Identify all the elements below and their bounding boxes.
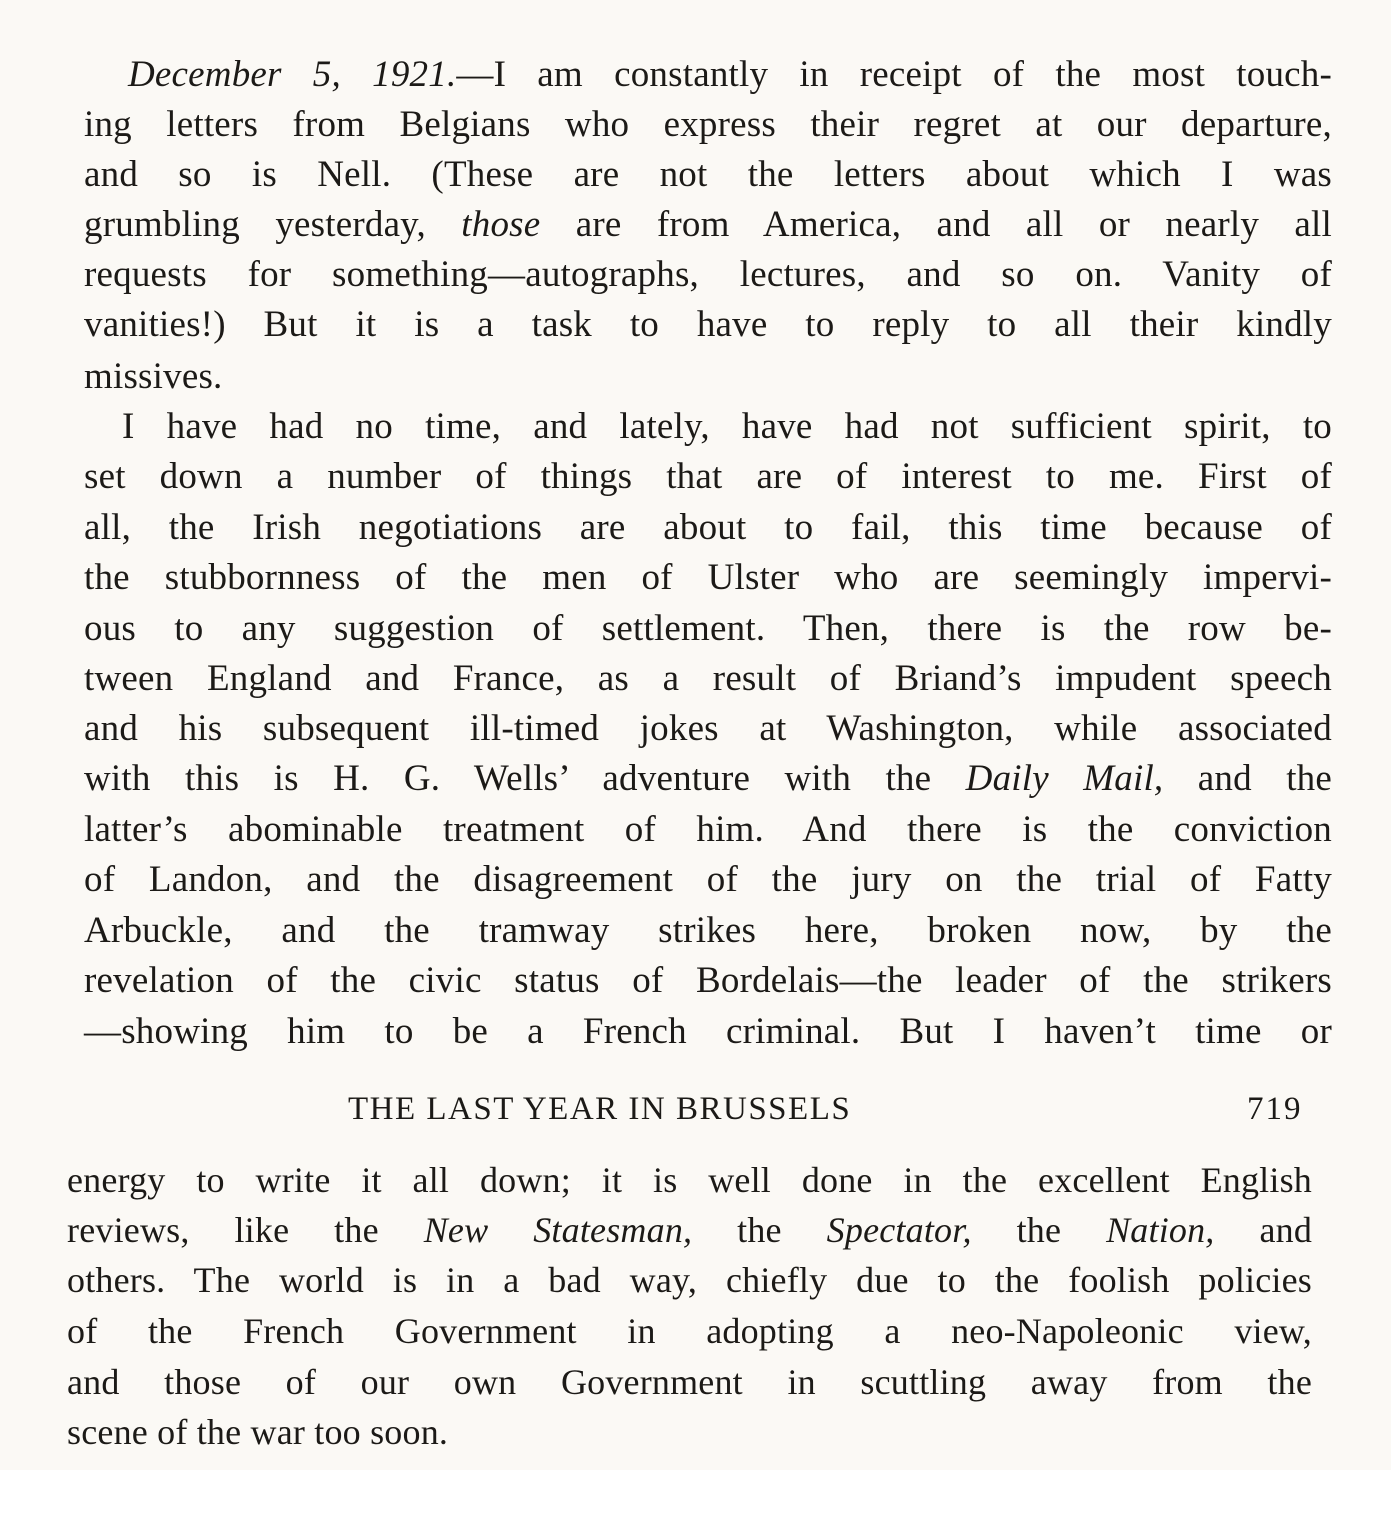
text-line: grumbling yesterday, those are from America, and all or nearly all (84, 204, 1332, 245)
entry-dateline: December 5, 1921. (128, 54, 457, 95)
text-line: all, the Irish negotiations are about to fail, this time because of (84, 507, 1332, 548)
text-line: requests for something—autographs, lectures, and so on. Vanity of (84, 254, 1332, 295)
text-line: of the French Government in adopting a neo-Napoleonic view, (67, 1311, 1312, 1351)
text-line: ous to any suggestion of settlement. Then, there is the row be- (84, 608, 1332, 649)
text-line: and so is Nell. (These are not the letters about which I was (84, 154, 1332, 195)
text-line: tween England and France, as a result of Briand’s impudent speech (84, 658, 1332, 699)
publication-title: Daily Mail, (965, 758, 1164, 799)
text-line: energy to write it all down; it is well done in the excellent English (67, 1160, 1312, 1200)
text-line: Arbuckle, and the tramway strikes here, broken now, by the (84, 910, 1332, 951)
publication-title: Spectator, (826, 1210, 972, 1250)
text-line: and those of our own Government in scuttling away from the (67, 1362, 1312, 1402)
text-line: missives. (84, 356, 223, 397)
emphasized-word: those (461, 204, 541, 245)
publication-title: Nation, (1106, 1210, 1215, 1250)
publication-title: New Statesman, (423, 1210, 693, 1250)
text-line: the stubbornness of the men of Ulster who are seemingly impervi- (84, 557, 1332, 598)
text-line: and his subsequent ill-timed jokes at Washington, while associated (84, 708, 1332, 749)
text-line: revelation of the civic status of Bordelais—the leader of the strikers (84, 960, 1332, 1001)
text-line: others. The world is in a bad way, chiefly due to the foolish policies (67, 1260, 1312, 1300)
paragraph-first-line: I have had no time, and lately, have had not sufficient spirit, to (122, 406, 1332, 447)
running-head-title: THE LAST YEAR IN BRUSSELS (348, 1091, 852, 1127)
text-line: of Landon, and the disagreement of the jury on the trial of Fatty (84, 859, 1332, 900)
text-line: vanities!) But it is a task to have to reply to all their kindly (84, 304, 1332, 345)
text-line: scene of the war too soon. (67, 1412, 449, 1452)
text-line: December 5, 1921.—I am constantly in receipt of the most touch- (128, 54, 1332, 95)
text-line: —showing him to be a French criminal. But I haven’t time or (84, 1011, 1332, 1052)
text-line: latter’s abominable treatment of him. And there is the conviction (84, 809, 1332, 850)
text-line: ing letters from Belgians who express their regret at our departure, (84, 104, 1332, 145)
text-line: with this is H. G. Wells’ adventure with the Daily Mail, and the (84, 758, 1332, 799)
page-number: 719 (1247, 1091, 1303, 1127)
text-line: reviews, like the New Statesman, the Spectator, the Nation, and (67, 1210, 1313, 1250)
text-line: set down a number of things that are of interest to me. First of (84, 456, 1332, 497)
